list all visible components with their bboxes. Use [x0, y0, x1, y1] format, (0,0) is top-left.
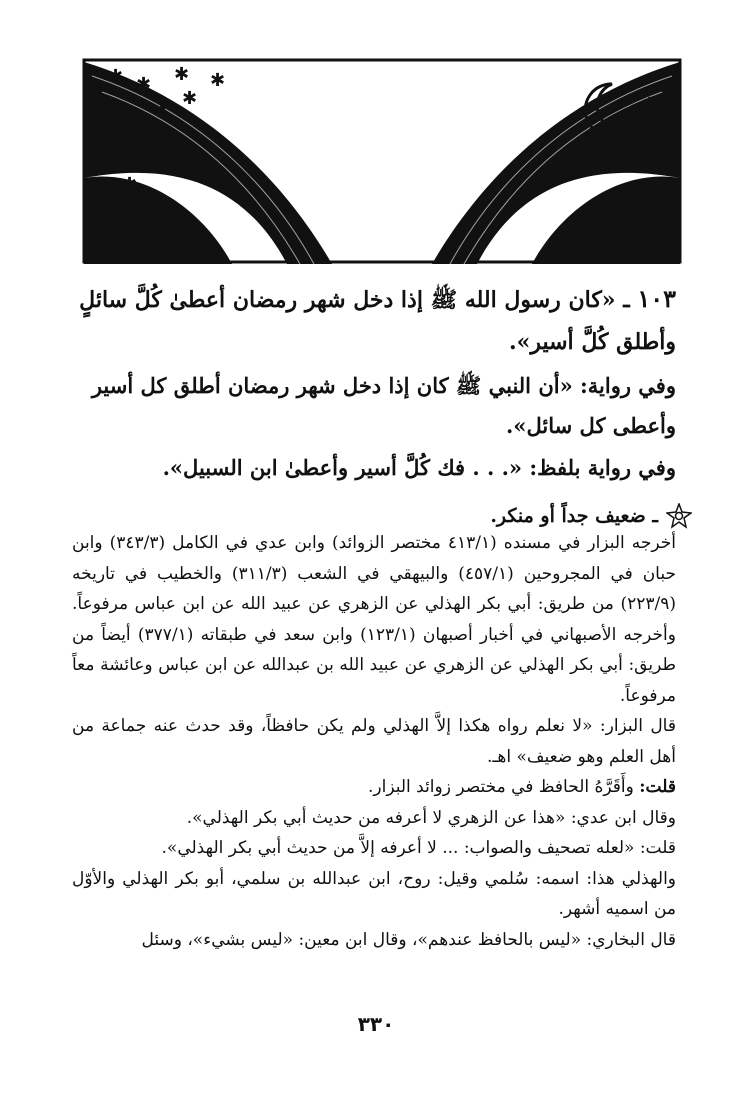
hadith-number: ١٠٣ — [637, 284, 676, 313]
svg-text:✱: ✱ — [136, 74, 152, 95]
svg-text:✱: ✱ — [182, 88, 198, 109]
svg-text:✱: ✱ — [210, 70, 226, 91]
flower-ornament-icon — [666, 503, 692, 529]
svg-text:✱: ✱ — [100, 106, 116, 127]
grade-row — [72, 502, 692, 530]
commentary-paragraph: والهذلي هذا: اسمه: سُلمي وقيل: روح، ابن عبدالله بن سلمي، أبو بكر الهذلي والأوّل من اسميه أشهر. — [72, 868, 676, 919]
svg-text:✱: ✱ — [174, 64, 190, 85]
page-number: ٣٣٠ — [357, 1012, 395, 1036]
grade-text: ـ ضعيف جداً أو منكر. — [490, 505, 658, 527]
svg-text:✱: ✱ — [122, 174, 138, 195]
commentary-paragraph: قال البخاري: «ليس بالحافظ عندهم»، وقال ابن معين: «ليس بشيء»، وسئل — [141, 929, 676, 950]
svg-text:✱: ✱ — [634, 182, 650, 203]
variant-narration-2: وفي رواية بلفظ: «. . . فك كُلَّ أسير وأعطىٰ ابن السبيل». — [162, 455, 676, 480]
svg-text:✱: ✱ — [112, 122, 128, 143]
ramadan-header-ornament — [82, 58, 682, 264]
commentary — [72, 528, 676, 955]
commentary-paragraph: قلت: «لعله تصحيف والصواب: ... لا أعرفه إلاَّ من حديث أبي بكر الهذلي». — [161, 838, 676, 858]
variant-narration-1: وفي رواية: «أن النبي ﷺ كان إذا دخل شهر رمضان أطلق كل أسير وأعطى كل سائل». — [91, 373, 676, 438]
commentary-paragraph: أخرجه البزار في مسنده (٤١٣/١ مختصر الزوائد) وابن عدي في الكامل (٣٤٣/٣) وابن حبان في المجروحين (٤٥٧/١) والبيهقي في الشعب (٣١١/٣) والخطيب في تاريخه (٢٢٣/٩) من طريق: أبي بكر الهذلي عن الزهري عن عبيد الله عن ابن عباس مرفوعاً. وأخرجه الأصبهاني في أخبار أصبهان (١٢٣/١) وابن سعد في طبقاته (٣٧٧/١) أيضاً من طريق: أبي بكر الهذلي عن الزهري عن عبيد الله بن عبدالله عن ابن عباس وعائشة معاً مرفوعاً. — [72, 533, 676, 706]
svg-text:✱: ✱ — [642, 94, 658, 115]
svg-text:✱: ✱ — [90, 146, 106, 167]
commentary-paragraph: قلت: وأَقَرَّهُ الحافظ في مختصر زوائد البزار. — [368, 777, 676, 797]
hadith-text: ـ «كان رسول الله ﷺ إذا دخل شهر رمضان أعطىٰ كُلَّ سائلٍ وأطلق كُلَّ أسير». — [79, 287, 676, 355]
svg-text:✱: ✱ — [642, 150, 658, 171]
svg-text:✱: ✱ — [656, 118, 672, 139]
commentary-paragraph: قال البزار: «لا نعلم رواه هكذا إلاَّ الهذلي ولم يكن حافظاً، وقد حدث عنه جماعة من أهل العلم وهو ضعيف» اهـ. — [72, 716, 676, 767]
svg-text:✱: ✱ — [108, 66, 124, 87]
commentary-paragraph: وقال ابن عدي: «هذا عن الزهري لا أعرفه من حديث أبي بكر الهذلي». — [186, 807, 676, 828]
hadith-main — [76, 278, 676, 363]
svg-text:✱: ✱ — [154, 100, 170, 121]
